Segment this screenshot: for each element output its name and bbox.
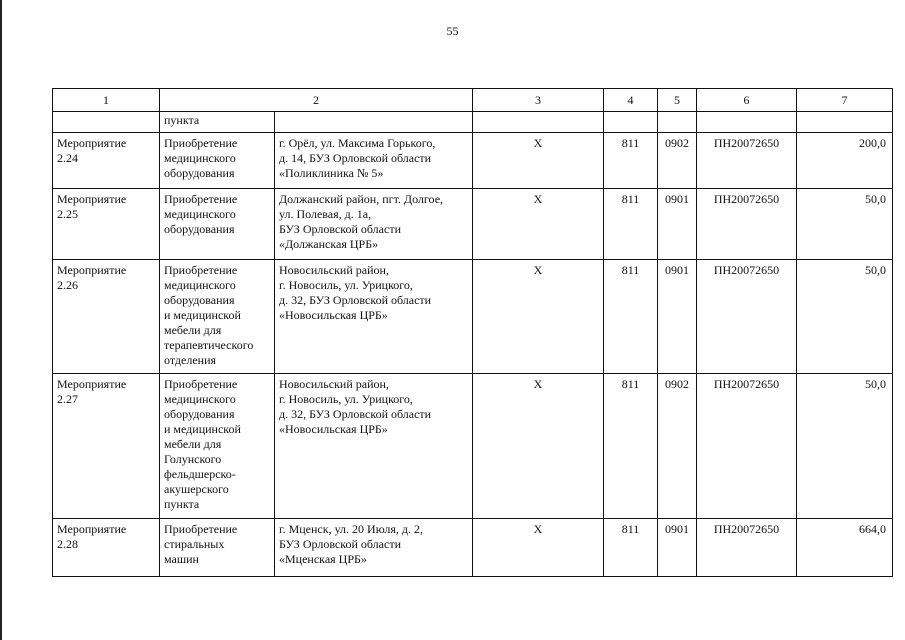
header-col-5: 5 — [658, 89, 697, 112]
page-number: 55 — [446, 24, 459, 38]
cell-col3: Х — [473, 519, 604, 577]
header-col-3: 3 — [473, 89, 604, 112]
cell-col5: 0901 — [658, 519, 697, 577]
table-row — [53, 133, 893, 189]
event-description: Приобретение медицинского оборудования и медицинской мебели для Голунского фельдшерско- акушерского пункта — [160, 374, 275, 519]
header-col-7: 7 — [797, 89, 893, 112]
cell-col7: 200,0 — [797, 133, 893, 189]
cell-col6: ПН20072650 — [697, 189, 797, 260]
cell-col6: ПН20072650 — [697, 133, 797, 189]
table-row — [53, 519, 893, 577]
cell-col5: 0901 — [658, 260, 697, 374]
event-description: Приобретение медицинского оборудования и медицинской мебели для терапевтического отделения — [160, 260, 275, 374]
header-col-6: 6 — [697, 89, 797, 112]
cell-col7: 50,0 — [797, 189, 893, 260]
cell-col3: Х — [473, 374, 604, 519]
event-address: г. Орёл, ул. Максима Горького, д. 14, БУЗ Орловской области «Поликлиника № 5» — [275, 133, 473, 189]
cell-empty — [53, 112, 160, 133]
cell-col4: 811 — [604, 374, 658, 519]
cell-empty — [697, 112, 797, 133]
table-row — [53, 189, 893, 260]
cell-col3: Х — [473, 260, 604, 374]
cell-col5: 0901 — [658, 189, 697, 260]
cell-col3: Х — [473, 133, 604, 189]
page-left-edge — [0, 0, 2, 640]
event-address: Должанский район, пгт. Долгое, ул. Полевая, д. 1а, БУЗ Орловской области «Должанская ЦРБ» — [275, 189, 473, 260]
event-description: Приобретение стиральных машин — [160, 519, 275, 577]
event-id: Мероприятие 2.24 — [53, 133, 160, 189]
cell-col4: 811 — [604, 260, 658, 374]
continuation-desc: пункта — [160, 112, 275, 133]
cell-empty — [275, 112, 473, 133]
budget-table — [52, 88, 893, 577]
header-row — [53, 89, 893, 112]
cell-col3: Х — [473, 189, 604, 260]
cell-col6: ПН20072650 — [697, 260, 797, 374]
header-col-4: 4 — [604, 89, 658, 112]
cell-col4: 811 — [604, 519, 658, 577]
cell-col4: 811 — [604, 189, 658, 260]
cell-empty — [473, 112, 604, 133]
event-address: г. Мценск, ул. 20 Июля, д. 2, БУЗ Орловской области «Мценская ЦРБ» — [275, 519, 473, 577]
event-address: Новосильский район, г. Новосиль, ул. Урицкого, д. 32, БУЗ Орловской области «Новосильская ЦРБ» — [275, 374, 473, 519]
cell-col4: 811 — [604, 133, 658, 189]
header-col-1: 1 — [53, 89, 160, 112]
cell-col7: 50,0 — [797, 374, 893, 519]
event-description: Приобретение медицинского оборудования — [160, 133, 275, 189]
header-col-2: 2 — [160, 89, 473, 112]
event-address: Новосильский район, г. Новосиль, ул. Урицкого, д. 32, БУЗ Орловской области «Новосильская ЦРБ» — [275, 260, 473, 374]
cell-col6: ПН20072650 — [697, 519, 797, 577]
cell-col6: ПН20072650 — [697, 374, 797, 519]
cell-empty — [604, 112, 658, 133]
event-id: Мероприятие 2.25 — [53, 189, 160, 260]
cell-col7: 50,0 — [797, 260, 893, 374]
table-row — [53, 260, 893, 374]
cell-empty — [797, 112, 893, 133]
cell-col7: 664,0 — [797, 519, 893, 577]
table-row — [53, 374, 893, 519]
cell-col5: 0902 — [658, 133, 697, 189]
event-id: Мероприятие 2.26 — [53, 260, 160, 374]
cell-empty — [658, 112, 697, 133]
continuation-row — [53, 112, 893, 133]
event-id: Мероприятие 2.27 — [53, 374, 160, 519]
event-id: Мероприятие 2.28 — [53, 519, 160, 577]
cell-col5: 0902 — [658, 374, 697, 519]
event-description: Приобретение медицинского оборудования — [160, 189, 275, 260]
